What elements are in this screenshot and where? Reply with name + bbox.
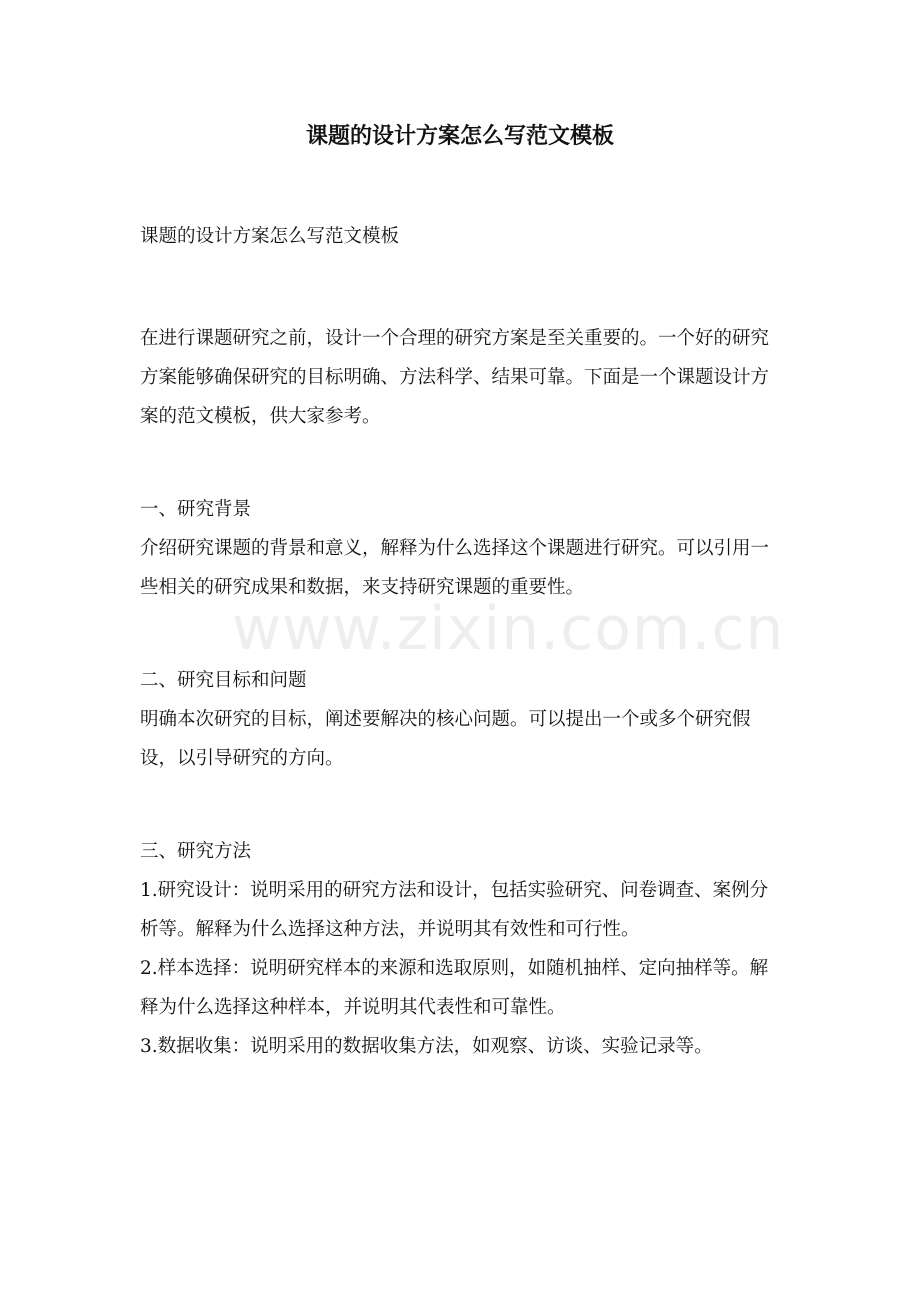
list-item: 1.研究设计：说明采用的研究方法和设计，包括实验研究、问卷调查、案例分析等。解释为什么选择这种方法，并说明其有效性和可行性。	[140, 880, 769, 940]
document-subtitle: 课题的设计方案怎么写范文模板	[140, 226, 400, 247]
section-paragraph: 明确本次研究的目标，阐述要解决的核心问题。可以提出一个或多个研究假设，以引导研究的方向。	[140, 709, 751, 769]
section-heading: 一、研究背景	[140, 499, 252, 520]
spacer	[140, 256, 785, 319]
intro-paragraph: 在进行课题研究之前，设计一个合理的研究方案是至关重要的。一个好的研究方案能够确保研究的目标明确、方法科学、结果可靠。下面是一个课题设计方案的范文模板，供大家参考。	[140, 328, 770, 427]
list-item: 3.数据收集：说明采用的数据收集方法，如观察、访谈、实验记录等。	[140, 1036, 713, 1057]
spacer	[140, 607, 785, 661]
spacer	[140, 436, 785, 490]
watermark: www.zixin.com.cn	[232, 594, 785, 664]
section-paragraph: 介绍研究课题的背景和意义，解释为什么选择这个课题进行研究。可以引用一些相关的研究成果和数据，来支持研究课题的重要性。	[140, 538, 770, 598]
section-heading: 二、研究目标和问题	[140, 670, 307, 691]
spacer	[140, 778, 785, 832]
section-heading: 三、研究方法	[140, 841, 252, 862]
document-title: 课题的设计方案怎么写范文模板	[305, 123, 614, 149]
list-item: 2.样本选择：说明研究样本的来源和选取原则，如随机抽样、定向抽样等。解释为什么选择这种样本，并说明其代表性和可靠性。	[140, 958, 769, 1018]
document-body	[140, 217, 785, 1066]
